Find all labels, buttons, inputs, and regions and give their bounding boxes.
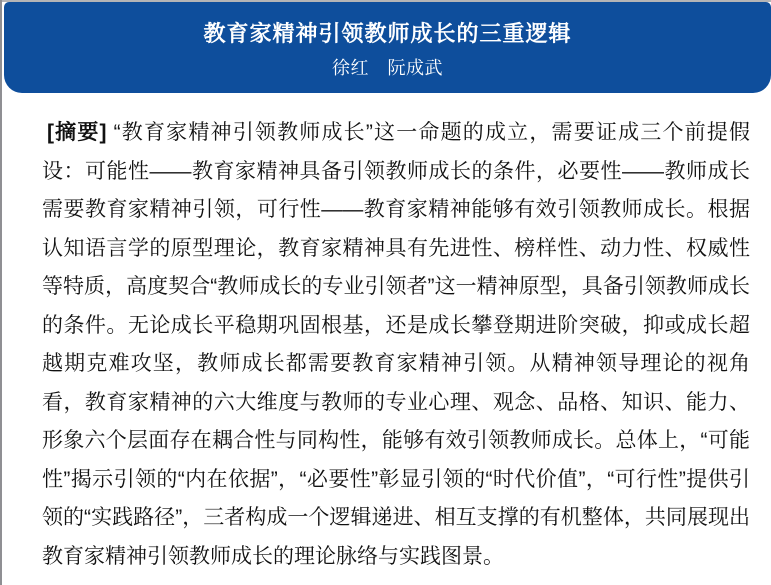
paper-authors: 徐红 阮成武: [332, 58, 443, 78]
abstract-paragraph: [0, 114, 771, 576]
abstract-label: [摘要]: [47, 121, 107, 144]
paper-header: [4, 2, 771, 93]
abstract-text: “教育家精神引领教师成长”这一命题的成立，需要证成三个前提假设：可能性——教育家精神具备引领教师成长的条件，必要性——教师成长需要教育家精神引领，可行性——教育家精神能够有效引领教师成长。根据认知语言学的原型理论，教育家精神具有先进性、榜样性、动力性、权威性等特质，高度契合“教师成长的专业引领者”这一精神原型，具备引领教师成长的条件。无论成长平稳期巩固根基，还是成长攀登期进阶突破，抑或成长超越期克难攻坚，教师成长都需要教育家精神引领。从精神领导理论的视角看，教育家精神的六大维度与教师的专业心理、观念、品格、知识、能力、形象六个层面存在耦合性与同构性，能够有效引领教师成长。总体上，“可能性”揭示引领的“内在依据”，“必要性”彰显引领的“时代价值”，“可行性”提供引领的“实践路径”，三者构成一个逻辑递进、相互支撑的有机整体，共同展现出教育家精神引领教师成长的理论脉络与实践图景。: [42, 121, 751, 568]
paper-title: 教育家精神引领教师成长的三重逻辑: [203, 21, 572, 46]
